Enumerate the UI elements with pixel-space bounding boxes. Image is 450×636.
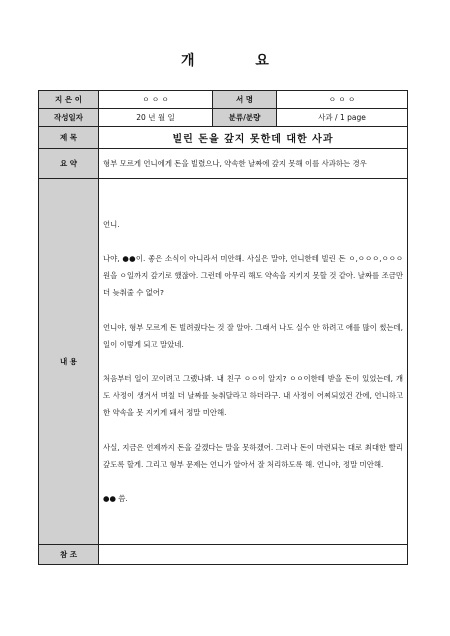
summary-label: 요 약	[39, 149, 99, 179]
content-paragraph-spacer	[103, 473, 403, 490]
signature-label: 서 명	[213, 91, 277, 109]
reference-label: 참 조	[39, 545, 99, 565]
content-paragraph: 사실, 지금은 언제까지 돈을 갚겠다는 말을 못하겠어. 그러나 돈이 마련되는 대로 최대한 빨리 갚도록 할게. 그리고 형부 문제는 언니가 알아서 잘 처리하도록 해. 언니야, 정말 미안해.	[103, 442, 403, 469]
date-row	[39, 109, 408, 127]
summary-value: 형부 모르게 언니에게 돈을 빌렸으나, 약속한 날짜에 갚지 못해 이를 사과하는 경우	[99, 149, 408, 179]
author-label: 지 은 이	[39, 91, 99, 109]
reference-row	[39, 545, 408, 565]
author-row	[39, 91, 408, 109]
author-value: ㅇ ㅇ ㅇ	[99, 91, 213, 109]
content-paragraph: 언니야, 형부 모르게 돈 빌려줬다는 것 잘 알아. 그래서 나도 실수 안 하려고 애를 많이 썼는데, 일이 이렇게 되고 말았네.	[103, 322, 403, 349]
content-body	[99, 179, 408, 545]
category-value: 사과 / 1 page	[277, 109, 408, 127]
date-label: 작성일자	[39, 109, 99, 127]
content-paragraph-spacer	[103, 353, 403, 370]
subject-label: 제 목	[39, 127, 99, 149]
content-paragraph: 나야, ●●이. 좋은 소식이 아니라서 미안해. 사실은 말야, 언니한테 빌린 돈 ㅇ,ㅇㅇㅇ,ㅇㅇㅇ원을 ㅇ일까지 갚기로 했잖아. 그런데 아무리 해도 약속을 지키지 못할 것 같아. 날짜를 조금만 더 늦춰줄 수 없어?	[103, 253, 403, 298]
signature-value: ㅇ ㅇ ㅇ	[277, 91, 408, 109]
summary-row	[39, 149, 408, 179]
content-paragraph: 언니.	[103, 219, 120, 229]
subject-row	[39, 127, 408, 149]
content-row	[39, 179, 408, 545]
reference-value	[99, 545, 408, 565]
subject-value: 빌린 돈을 갚지 못한데 대한 사과	[99, 127, 408, 149]
overview-form	[38, 90, 408, 565]
content-paragraph: 처음부터 일이 꼬이려고 그랬나봐. 내 친구 ㅇㅇ이 알지? ㅇㅇ이한테 받을 돈이 있었는데, 걔도 사정이 생겨서 며칠 더 날짜를 늦춰달라고 하더라구. 내 사정이 어찌되었건 간에, 언니하고 한 약속을 못 지키게 돼서 정말 미안해.	[103, 374, 403, 418]
content-paragraph-spacer	[103, 302, 403, 319]
content-paragraph-spacer	[103, 422, 403, 439]
content-label: 내 용	[39, 179, 99, 545]
page-title: 개 요	[181, 53, 297, 69]
content-signoff: ●● 씀.	[103, 494, 128, 504]
content-paragraph-spacer	[103, 233, 403, 250]
category-label: 분류/분량	[213, 109, 277, 127]
date-value: 20 년 월 일	[99, 109, 213, 127]
